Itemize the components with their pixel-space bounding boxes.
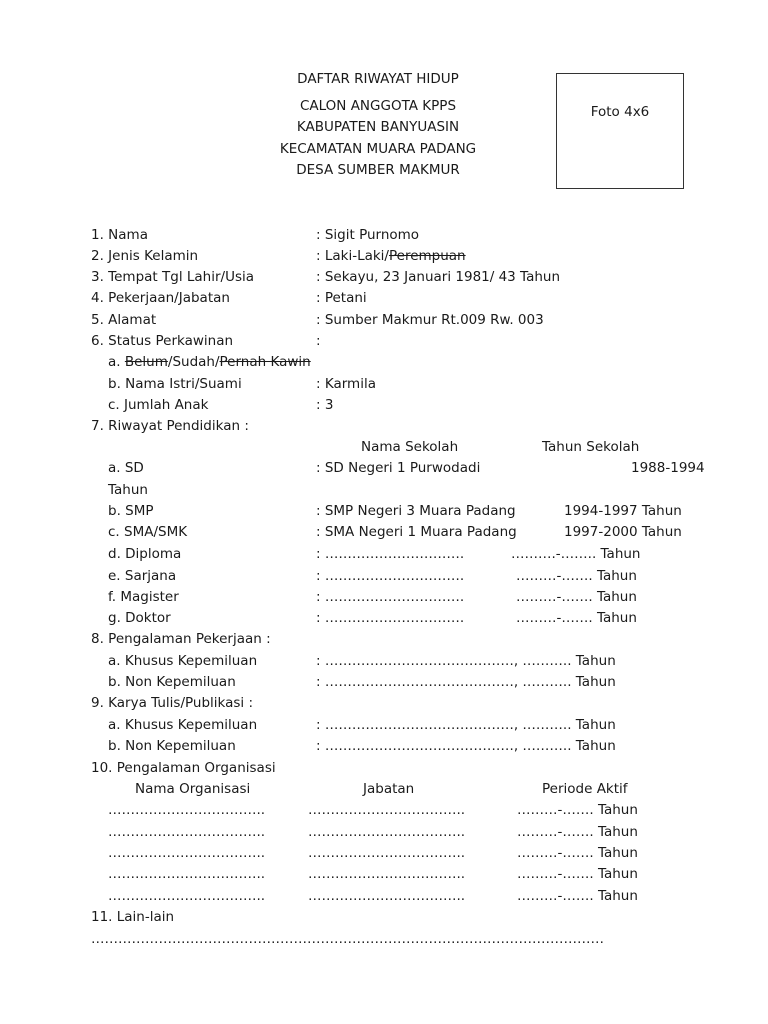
org-row-nama: ……………………………..	[108, 845, 266, 861]
value-pekerjaan: : Petani	[316, 290, 367, 306]
struck-option: Perempuan	[388, 248, 466, 264]
label-doktor: g. Doktor	[108, 610, 171, 626]
value-sma-years: 1997-2000 Tahun	[564, 524, 682, 540]
value-diploma-school: : ………………………….	[316, 546, 465, 562]
section-pendidikan-title: 7. Riwayat Pendidikan :	[91, 418, 249, 434]
value-sma-school: : SMA Negeri 1 Muara Padang	[316, 524, 517, 540]
org-row-jabatan: ……………………………..	[308, 802, 466, 818]
label-pekerjaan-non: b. Non Kepemiluan	[108, 674, 236, 690]
value-sarjana-school: : ………………………….	[316, 568, 465, 584]
org-row-nama: ……………………………..	[108, 802, 266, 818]
value-status: :	[316, 333, 321, 349]
value-karya-khusus: : ……………………………………, ……….. Tahun	[316, 717, 616, 733]
org-row-jabatan: ……………………………..	[308, 888, 466, 904]
col-jabatan: Jabatan	[363, 781, 415, 797]
header-title: DAFTAR RIWAYAT HIDUP	[297, 71, 459, 87]
col-nama-organisasi: Nama Organisasi	[135, 781, 251, 797]
value-doktor-years: ………-……. Tahun	[516, 610, 637, 626]
value-jenis-kelamin: : Laki-Laki/Perempuan	[316, 248, 466, 264]
photo-label: Foto 4x6	[590, 104, 650, 120]
value-smp-years: 1994-1997 Tahun	[564, 503, 682, 519]
section-organisasi-title: 10. Pengalaman Organisasi	[91, 760, 276, 776]
header-subtitle: CALON ANGGOTA KPPS	[299, 98, 457, 114]
value-smp-school: : SMP Negeri 3 Muara Padang	[316, 503, 516, 519]
label-ttl: 3. Tempat Tgl Lahir/Usia	[91, 269, 255, 285]
label-jumlah-anak: c. Jumlah Anak	[108, 397, 209, 413]
org-row-periode: ………-……. Tahun	[517, 845, 638, 861]
lain-dotted-line: ……………………………………………………………………………………………………	[91, 931, 604, 947]
col-periode: Periode Aktif	[542, 781, 628, 797]
value-diploma-years: ……….-…….. Tahun	[511, 546, 641, 562]
label-nama: 1. Nama	[91, 227, 148, 243]
label-magister: f. Magister	[108, 589, 179, 605]
value-status-a: a. Belum/Sudah/Pernah Kawin	[108, 354, 311, 370]
section-karya-title: 9. Karya Tulis/Publikasi :	[91, 695, 254, 711]
label-sd: a. SD	[108, 460, 144, 476]
col-nama-sekolah: Nama Sekolah	[361, 439, 459, 455]
value-pekerjaan-khusus: : ……………………………………, ……….. Tahun	[316, 653, 616, 669]
label-jenis-kelamin: 2. Jenis Kelamin	[91, 248, 199, 264]
header-kecamatan: KECAMATAN MUARA PADANG	[279, 141, 477, 157]
org-row-jabatan: ……………………………..	[308, 845, 466, 861]
label-status: 6. Status Perkawinan	[91, 333, 234, 349]
value-sd-years: 1988-1994	[631, 460, 705, 476]
photo-placeholder	[556, 73, 684, 189]
section-pekerjaan-title: 8. Pengalaman Pekerjaan :	[91, 631, 271, 647]
section-lain-title: 11. Lain-lain	[91, 909, 175, 925]
value-nama: : Sigit Purnomo	[316, 227, 420, 243]
value-doktor-school: : ………………………….	[316, 610, 465, 626]
org-row-jabatan: ……………………………..	[308, 824, 466, 840]
label-sma: c. SMA/SMK	[108, 524, 188, 540]
value-magister-years: ………-……. Tahun	[516, 589, 637, 605]
value-ttl: : Sekayu, 23 Januari 1981/ 43 Tahun	[316, 269, 561, 285]
label-smp: b. SMP	[108, 503, 154, 519]
org-row-periode: ………-……. Tahun	[517, 802, 638, 818]
org-row-nama: ……………………………..	[108, 866, 266, 882]
value-pekerjaan-non: : ……………………………………, ……….. Tahun	[316, 674, 616, 690]
label-diploma: d. Diploma	[108, 546, 182, 562]
value-karya-non: : ……………………………………, ……….. Tahun	[316, 738, 616, 754]
value-magister-school: : ………………………….	[316, 589, 465, 605]
label-karya-non: b. Non Kepemiluan	[108, 738, 236, 754]
label-istri-suami: b. Nama Istri/Suami	[108, 376, 242, 392]
value-alamat: : Sumber Makmur Rt.009 Rw. 003	[316, 312, 544, 328]
header-desa: DESA SUMBER MAKMUR	[296, 162, 460, 178]
org-row-nama: ……………………………..	[108, 888, 266, 904]
label-karya-khusus: a. Khusus Kepemiluan	[108, 717, 258, 733]
value-istri-suami: : Karmila	[316, 376, 376, 392]
value-sd-tahun: Tahun	[108, 482, 148, 498]
org-row-periode: ………-……. Tahun	[517, 824, 638, 840]
label-pekerjaan-khusus: a. Khusus Kepemiluan	[108, 653, 258, 669]
header-kabupaten: KABUPATEN BANYUASIN	[296, 119, 460, 135]
value-sarjana-years: ………-……. Tahun	[516, 568, 637, 584]
org-row-periode: ………-……. Tahun	[517, 888, 638, 904]
label-alamat: 5. Alamat	[91, 312, 157, 328]
org-row-periode: ………-……. Tahun	[517, 866, 638, 882]
col-tahun-sekolah: Tahun Sekolah	[542, 439, 640, 455]
org-row-nama: ……………………………..	[108, 824, 266, 840]
label-pekerjaan: 4. Pekerjaan/Jabatan	[91, 290, 230, 306]
org-row-jabatan: ……………………………..	[308, 866, 466, 882]
value-jumlah-anak: : 3	[316, 397, 334, 413]
value-sd-school: : SD Negeri 1 Purwodadi	[316, 460, 481, 476]
label-sarjana: e. Sarjana	[108, 568, 177, 584]
